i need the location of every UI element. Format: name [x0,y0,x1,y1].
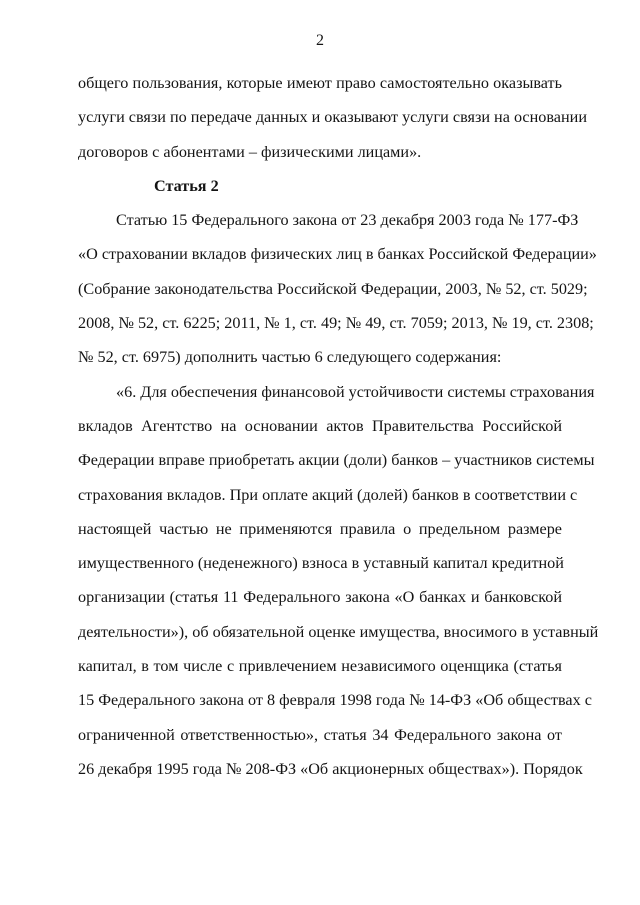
text-line: 2008, № 52, ст. 6225; 2011, № 1, ст. 49; № 49, ст. 7059; 2013, № 19, ст. 2308; [78,314,594,333]
text-line: 26 декабря 1995 года № 208-ФЗ «Об акционерных обществах»). Порядок [78,759,583,778]
part-6-paragraph [78,375,599,787]
article-heading: Статья 2 [154,176,219,195]
text-line: имущественного (неденежного) взноса в уставный капитал кредитной [78,554,564,573]
text-line: капитал, в том числе с привлечением независимого оценщика (статья [78,657,562,676]
text-line: деятельности»), об обязательной оценке имущества, вносимого в уставный [78,622,599,641]
text-line: организации (статья 11 Федерального закона «О банках и банковской [78,588,562,607]
document-body [78,66,599,786]
text-line: 15 Федерального закона от 8 февраля 1998 года № 14-ФЗ «Об обществах с [78,691,592,710]
text-line: ограниченной ответственностью», статья 34 Федерального закона от [78,725,562,744]
text-line: страхования вкладов. При оплате акций (долей) банков в соответствии с [78,485,578,504]
text-line: (Собрание законодательства Российской Федерации, 2003, № 52, ст. 5029; [78,279,588,298]
text-line: Федерации вправе приобретать акции (доли) банков – участников системы [78,451,595,470]
text-line: договоров с абонентами – физическими лицами». [78,142,422,161]
text-line: Статью 15 Федерального закона от 23 декабря 2003 года № 177-ФЗ [116,211,579,230]
text-line: услуги связи по передаче данных и оказывают услуги связи на основании [78,108,587,127]
text-line: настоящей частью не применяются правила о предельном размере [78,519,562,538]
text-line: № 52, ст. 6975) дополнить частью 6 следующего содержания: [78,348,502,367]
page-number: 2 [316,32,324,49]
text-line: общего пользования, которые имеют право самостоятельно оказывать [78,74,562,92]
text-line: «6. Для обеспечения финансовой устойчивости системы страхования [116,382,595,401]
text-line: вкладов Агентство на основании актов Правительства Российской [78,416,562,435]
text-line: «О страховании вкладов физических лиц в банках Российской Федерации» [78,245,597,264]
article-intro-paragraph [78,203,597,374]
continuation-paragraph [78,66,587,169]
